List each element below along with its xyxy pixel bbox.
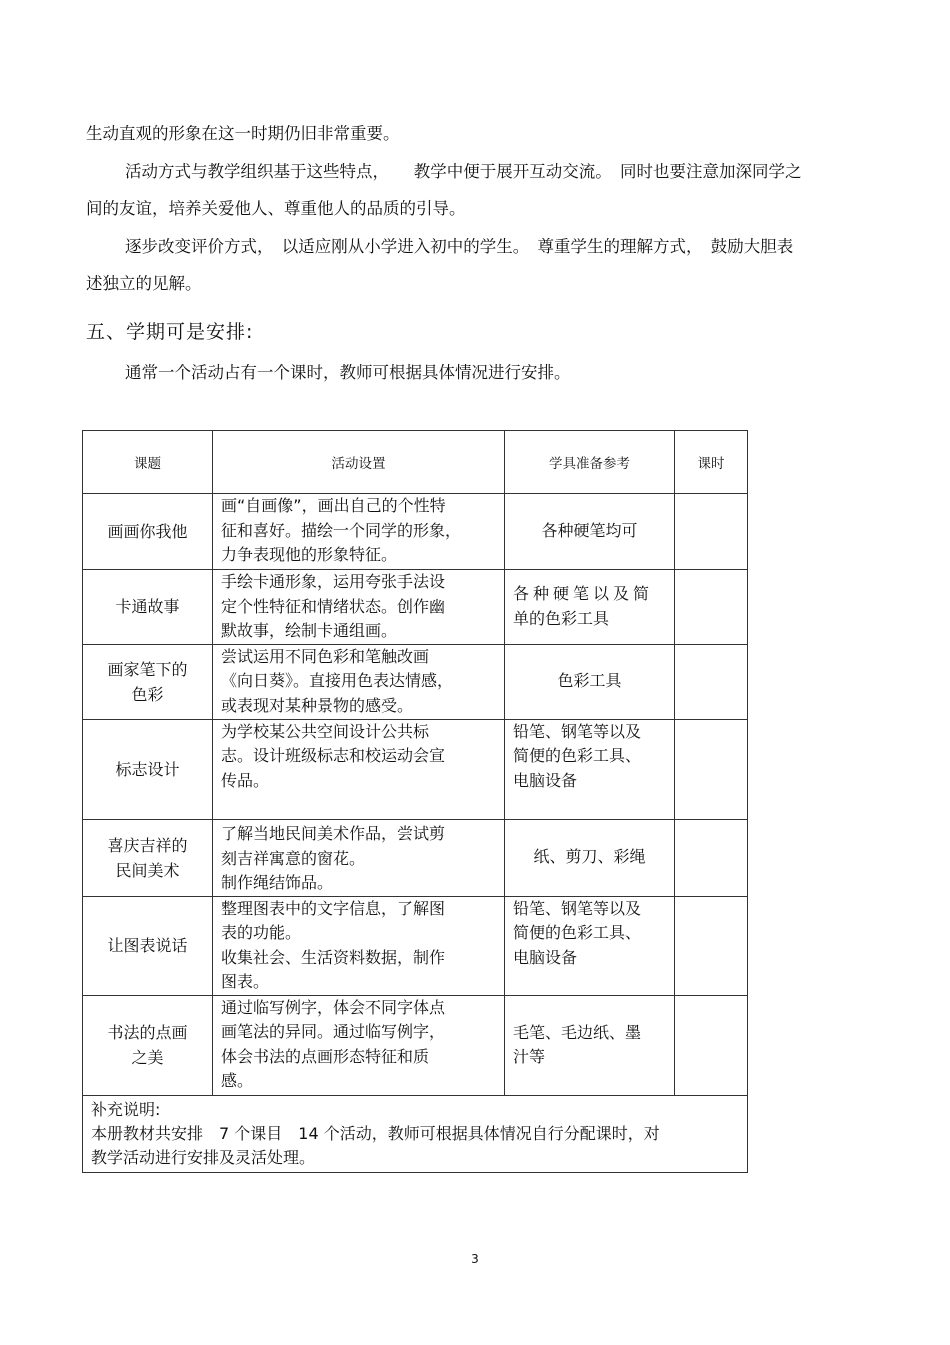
note-line: 教学活动进行安排及灵活处理。 bbox=[91, 1147, 316, 1167]
activity-cell bbox=[213, 896, 505, 995]
table-note-row bbox=[83, 1095, 748, 1172]
table-row bbox=[83, 819, 748, 896]
tools-line: 色彩工具 bbox=[557, 671, 622, 691]
paragraph-line: 逐步改变评价方式， 以适应刚从小学进入初中的学生。 尊重学生的理解方式， 鼓励大胆表 bbox=[125, 237, 794, 256]
table-header-row bbox=[83, 431, 748, 494]
header-topic: 课题 bbox=[83, 431, 213, 494]
activity-line: 传品。 bbox=[221, 770, 270, 790]
topic-line: 卡通故事 bbox=[115, 597, 180, 617]
topic-line: 画画你我他 bbox=[107, 522, 188, 541]
tools-line: 简便的色彩工具、 bbox=[513, 746, 642, 765]
paragraph-line: 述独立的见解。 bbox=[86, 274, 202, 293]
paragraph-line: 生动直观的形象在这一时期仍旧非常重要。 bbox=[86, 124, 400, 143]
hours-cell bbox=[675, 995, 748, 1095]
schedule-table bbox=[82, 430, 748, 1173]
tools-cell bbox=[505, 819, 675, 896]
activity-cell bbox=[213, 719, 505, 819]
activity-line: 制作绳结饰品。 bbox=[221, 873, 334, 892]
topic-cell bbox=[83, 896, 213, 995]
topic-cell bbox=[83, 494, 213, 570]
topic-line: 之美 bbox=[131, 1048, 164, 1067]
topic-cell bbox=[83, 570, 213, 645]
activity-cell bbox=[213, 494, 505, 570]
table-row bbox=[83, 494, 748, 570]
tools-cell bbox=[505, 644, 675, 719]
activity-line: 感。 bbox=[221, 1071, 254, 1090]
hours-cell bbox=[675, 719, 748, 819]
tools-cell bbox=[505, 896, 675, 995]
activity-line: 体会书法的点画形态特征和质 bbox=[221, 1046, 430, 1066]
activity-line: 定个性特征和情绪状态。创作幽 bbox=[221, 596, 446, 616]
tools-cell bbox=[505, 995, 675, 1095]
topic-line: 让图表说话 bbox=[107, 936, 188, 955]
tools-line: 各种硬笔均可 bbox=[541, 521, 638, 541]
tools-line: 单的色彩工具 bbox=[513, 608, 610, 628]
activity-line: 尝试运用不同色彩和笔触改画 bbox=[221, 646, 430, 666]
table-row bbox=[83, 896, 748, 995]
tools-line: 汁等 bbox=[513, 1047, 546, 1066]
activity-line: 了解当地民间美术作品，尝试剪 bbox=[221, 824, 446, 843]
tools-cell bbox=[505, 719, 675, 819]
tools-line: 电脑设备 bbox=[513, 770, 578, 790]
topic-cell bbox=[83, 819, 213, 896]
activity-cell bbox=[213, 644, 505, 719]
tools-line: 铅笔、钢笔等以及 bbox=[513, 898, 642, 918]
topic-line: 民间美术 bbox=[115, 860, 180, 880]
tools-cell bbox=[505, 494, 675, 570]
hours-cell bbox=[675, 494, 748, 570]
paragraph-line: 活动方式与教学组织基于这些特点， 教学中便于展开互动交流。 同时也要注意加深同学之 bbox=[125, 162, 802, 181]
topic-line: 标志设计 bbox=[115, 759, 180, 779]
activity-line: 收集社会、生活资料数据，制作 bbox=[221, 947, 446, 967]
activity-line: 表的功能。 bbox=[221, 923, 302, 942]
note-label: 补充说明: bbox=[91, 1099, 161, 1119]
activity-line: 默故事，绘制卡通组画。 bbox=[221, 621, 398, 640]
activity-line: 志。设计班级标志和校运动会宣 bbox=[221, 746, 446, 765]
hours-cell bbox=[675, 819, 748, 896]
activity-line: 《向日葵》。直接用色表达情感， bbox=[221, 671, 454, 690]
hours-cell bbox=[675, 570, 748, 645]
tools-line: 纸、剪刀、彩绳 bbox=[533, 847, 646, 867]
activity-line: 或表现对某种景物的感受。 bbox=[221, 695, 414, 715]
activity-cell bbox=[213, 819, 505, 896]
hours-cell bbox=[675, 644, 748, 719]
activity-line: 手绘卡通形象，运用夸张手法设 bbox=[221, 572, 446, 591]
topic-line: 色彩 bbox=[131, 684, 164, 704]
tools-line: 各种硬笔以及简 bbox=[513, 584, 654, 604]
topic-cell bbox=[83, 644, 213, 719]
topic-line: 画家笔下的 bbox=[107, 659, 188, 679]
topic-cell bbox=[83, 719, 213, 819]
table-row bbox=[83, 719, 748, 819]
topic-line: 喜庆吉祥的 bbox=[107, 835, 188, 855]
hours-cell bbox=[675, 896, 748, 995]
activity-line: 刻吉祥寓意的窗花。 bbox=[221, 848, 366, 868]
header-hours: 课时 bbox=[675, 431, 748, 494]
note-cell bbox=[83, 1095, 748, 1172]
activity-line: 征和喜好。描绘一个同学的形象， bbox=[221, 520, 462, 540]
tools-line: 简便的色彩工具、 bbox=[513, 923, 642, 942]
activity-line: 画“自画像”，画出自己的个性特 bbox=[221, 496, 446, 515]
activity-line: 画笔法的异同。通过临写例字， bbox=[221, 1022, 446, 1041]
header-tools: 学具准备参考 bbox=[505, 431, 675, 494]
page-number: 3 bbox=[471, 1252, 479, 1266]
activity-cell bbox=[213, 995, 505, 1095]
topic-cell bbox=[83, 995, 213, 1095]
note-line: 本册教材共安排 7 个课目 14 个活动，教师可根据具体情况自行分配课时，对 bbox=[91, 1123, 660, 1143]
tools-line: 铅笔、钢笔等以及 bbox=[513, 721, 642, 741]
tools-line: 毛笔、毛边纸、墨 bbox=[513, 1022, 642, 1042]
activity-line: 整理图表中的文字信息，了解图 bbox=[221, 898, 446, 918]
paragraph-line: 通常一个活动占有一个课时，教师可根据具体情况进行安排。 bbox=[125, 363, 571, 382]
header-activity: 活动设置 bbox=[213, 431, 505, 494]
activity-line: 力争表现他的形象特征。 bbox=[221, 545, 398, 564]
activity-cell bbox=[213, 570, 505, 645]
activity-line: 通过临写例字，体会不同字体点 bbox=[221, 997, 446, 1017]
tools-cell bbox=[505, 570, 675, 645]
activity-line: 为学校某公共空间设计公共标 bbox=[221, 721, 430, 741]
tools-line: 电脑设备 bbox=[513, 947, 578, 967]
paragraph-line: 间的友谊，培养关爱他人、尊重他人的品质的引导。 bbox=[86, 199, 466, 218]
activity-line: 图表。 bbox=[221, 972, 270, 991]
table-row bbox=[83, 570, 748, 645]
table-row bbox=[83, 995, 748, 1095]
table-row bbox=[83, 644, 748, 719]
topic-line: 书法的点画 bbox=[107, 1023, 188, 1042]
section-heading: 五、学期可是安排: bbox=[86, 321, 254, 343]
